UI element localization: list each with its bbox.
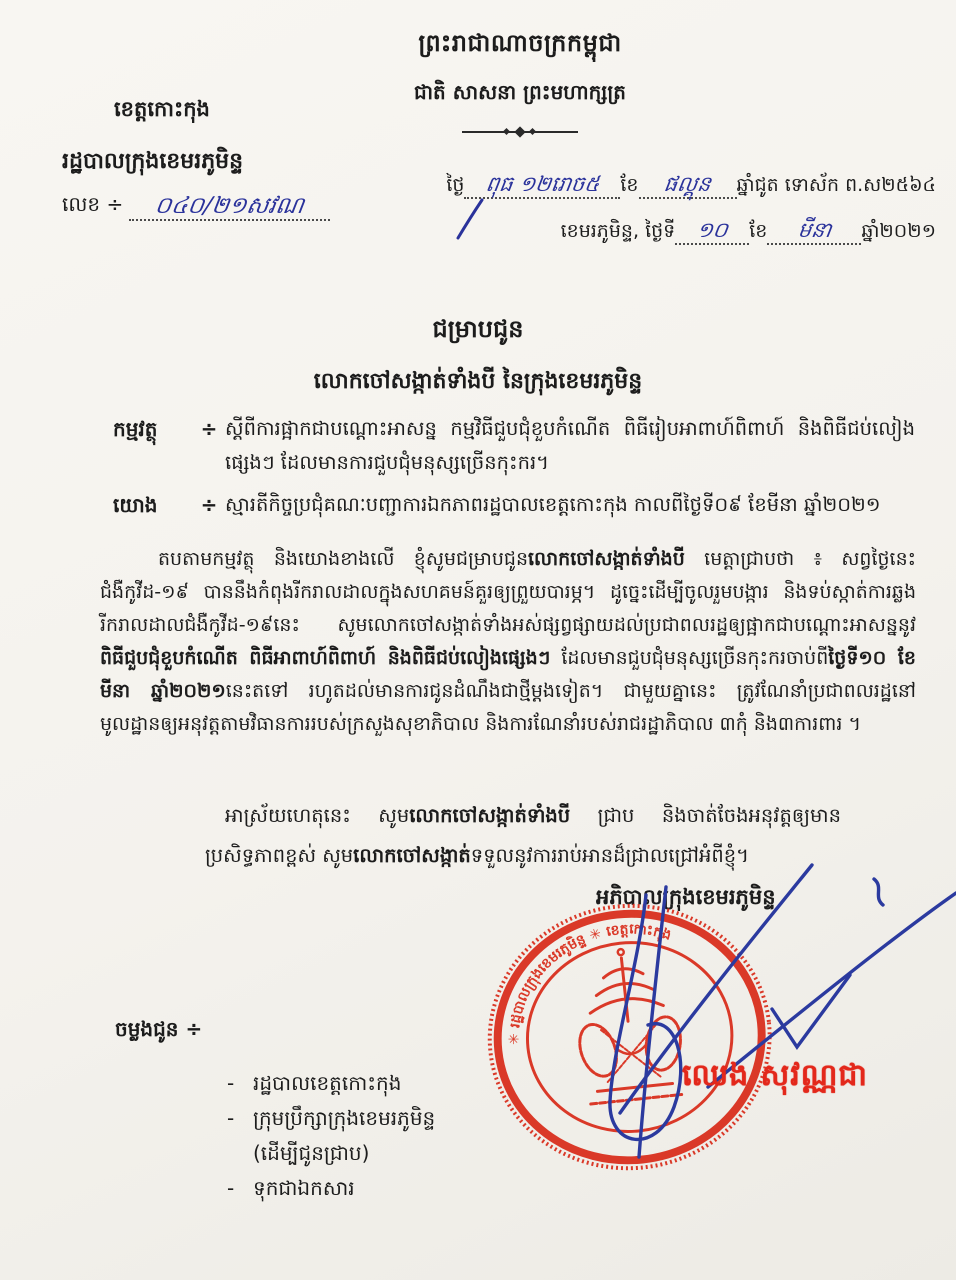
signer-name-stamp: ឈេង សុវណ្ណជា: [682, 1058, 868, 1093]
body-text: តបតាមកម្មវត្ថុ និងយោងខាងលើ ខ្ញុំសូមជម្រាបជូន: [158, 548, 529, 570]
body-bold-date: ថ្ងៃទី១០ ខែមីនា ឆ្នាំ២០២១: [100, 647, 916, 702]
seal-ring-text: ✳ រដ្ឋបាលក្រុងខេមរភូមិន្ទ ✳ ខេត្តកោះកុង: [506, 921, 674, 1045]
cc-item-text: ទុកជាឯកសារ: [253, 1176, 355, 1200]
day-label: ថ្ងៃ: [446, 174, 465, 196]
month-label: ខែ: [620, 174, 639, 196]
official-seal: [464, 881, 796, 1199]
year-text: ឆ្នាំ២០២១: [861, 220, 936, 242]
closing-text: ជ្រាប និងចាត់ចែងអនុវត្តឲ្យមានប្រសិទ្ធភាពខ្ពស់ សូម: [205, 804, 841, 867]
header-divider: [462, 127, 578, 136]
body-text: មេត្តាជ្រាបថា ៖ សព្វថ្ងៃនេះជំងឺកូវីដ-១៩ បាននឹងកំពុងរីករាលដាលក្នុងសហគមន៍គួរឲ្យព្រួយបារម្ភ។ ដូច្នេះដើម្បីចូលរួមបង្ការ និងទប់ស្កាត់ការឆ្លងរីករាលដាលជំងឺកូវីដ-១៩នេះ សូមលោកចៅសង្កាត់ទាំងអស់ផ្សព្វផ្សាយដល់ប្រជាពលរដ្ឋឲ្យផ្អាកជាបណ្ដោះអាសន្ននូវ: [100, 548, 917, 636]
month-handwritten: មីនា: [795, 218, 833, 242]
cc-item: [227, 1101, 455, 1136]
month2-label: ខែ: [749, 220, 768, 242]
closing-text: អាស្រ័យហេតុនេះ សូម: [225, 804, 410, 827]
closing-bold-recipient-2: លោកចៅសង្កាត់: [353, 844, 471, 867]
province-name: ខេត្តកោះកុង: [114, 97, 210, 121]
month2-dotted-line: [767, 218, 861, 245]
reference-label: យោង: [113, 493, 158, 517]
body-paragraph: [100, 543, 916, 741]
day-dotted-line: [464, 172, 620, 199]
closing-paragraph: [205, 796, 841, 876]
handwritten-tick-mark: [452, 196, 488, 242]
subject-row: [113, 412, 915, 480]
city-administration: រដ្ឋបាលក្រុងខេមរភូមិន្ទ: [62, 149, 244, 174]
closing-bold-recipient: លោកចៅសង្កាត់ទាំងបី: [409, 804, 571, 827]
national-motto: ជាតិ សាសនា ព្រះមហាក្សត្រ: [414, 80, 626, 104]
body-text: នេះតទៅ រហូតដល់មានការជូនដំណឹងជាថ្មីម្តងទៀត។ ជាមួយគ្នានេះ ត្រូវណែនាំប្រជាពលរដ្ឋនៅមូលដ្ឋានឲ្យអនុវត្តតាមវិធានការរបស់ក្រសួងសុខាភិបាល និងការណែនាំរបស់រាជរដ្ឋាភិបាល ៣កុំ និង៣ការពារ ។: [100, 680, 916, 735]
letter-number-row: [62, 191, 382, 221]
letter-title-block: [0, 314, 956, 399]
cc-dash: -: [227, 1106, 235, 1130]
cc-list: [227, 1066, 455, 1206]
letter-number-dotted-line: [129, 193, 330, 221]
day-handwritten: ១០: [695, 218, 730, 242]
cc-item-text: រដ្ឋបាលខេត្តកោះកុង: [253, 1071, 402, 1095]
lunar-year-text: ឆ្នាំជូត ទោស័ក ព.ស២៥៦៤: [736, 174, 936, 196]
cc-dash: -: [227, 1176, 235, 1200]
governor-title: អភិបាលក្រុងខេមរភូមិន្ទ: [596, 885, 776, 909]
subject-separator: ÷: [200, 417, 218, 441]
kingdom-title: ព្រះរាជាណាចក្រកម្ពុជា: [418, 29, 622, 57]
letterhead: [62, 96, 382, 221]
body-bold-events: ពិធីជួបជុំខួបកំណើត ពិធីអាពាហ៍ពិពាហ៍ និងពិធីជប់លៀងផ្សេងៗ: [100, 647, 551, 669]
place-day-label: ខេមរភូមិន្ទ, ថ្ងៃទី: [560, 220, 676, 242]
seal-emblem: [565, 943, 691, 1105]
letter-title: ជម្រាបជូន: [432, 315, 524, 343]
cc-label: ចម្លងជូន ÷: [115, 1017, 203, 1041]
reference-row: [113, 488, 915, 522]
lunar-day-handwritten: ពុធ ១២រោច៥: [484, 172, 601, 196]
body-text: ដែលមានជួបជុំមនុស្សច្រើនកុះករចាប់ពី: [550, 647, 829, 669]
subject-text: ស្តីពីការផ្អាកជាបណ្ដោះអាសន្ន កម្មវិធីជួបជុំខួបកំណើត ពិធីរៀបអាពាហ៍ពិពាហ៍ និងពិធីជប់លៀងផ្សេងៗ ដែលមានការជួបជុំមនុស្សច្រើនកុះករ។: [225, 417, 915, 474]
closing-text: ទទួលនូវការរាប់អានដ៏ជ្រាលជ្រៅអំពីខ្ញុំ។: [470, 844, 749, 867]
cc-item: [227, 1066, 455, 1101]
letter-number-label: លេខ ÷: [62, 192, 124, 216]
day2-dotted-line: [675, 218, 749, 245]
lunar-month-handwritten: ផល្គុន: [662, 172, 713, 196]
subject-label: កម្មវត្ថុ: [113, 417, 158, 441]
letter-recipient: លោកចៅសង្កាត់ទាំងបី នៃក្រុងខេមរភូមិន្ទ: [313, 369, 643, 394]
reference-separator: ÷: [200, 493, 218, 517]
reference-text: ស្មារតីកិច្ចប្រជុំគណៈបញ្ជាការឯកភាពរដ្ឋបាលខេត្តកោះកុង កាលពីថ្ងៃទី០៩ ខែមីនា ឆ្នាំ២០២១: [225, 493, 881, 516]
cc-item: [227, 1171, 455, 1206]
letter-number-handwritten: ០៤០/២១សវណ: [153, 192, 306, 219]
cc-note: (ដើម្បីជូនជ្រាប): [253, 1141, 370, 1165]
cc-block: [115, 1016, 455, 1206]
cc-dash: -: [227, 1071, 235, 1095]
body-bold-recipient: លោកចៅសង្កាត់ទាំងបី: [528, 548, 685, 570]
month-dotted-line: [639, 172, 737, 199]
cc-item-text: ក្រុមប្រឹក្សាក្រុងខេមរភូមិន្ទ: [253, 1106, 436, 1130]
